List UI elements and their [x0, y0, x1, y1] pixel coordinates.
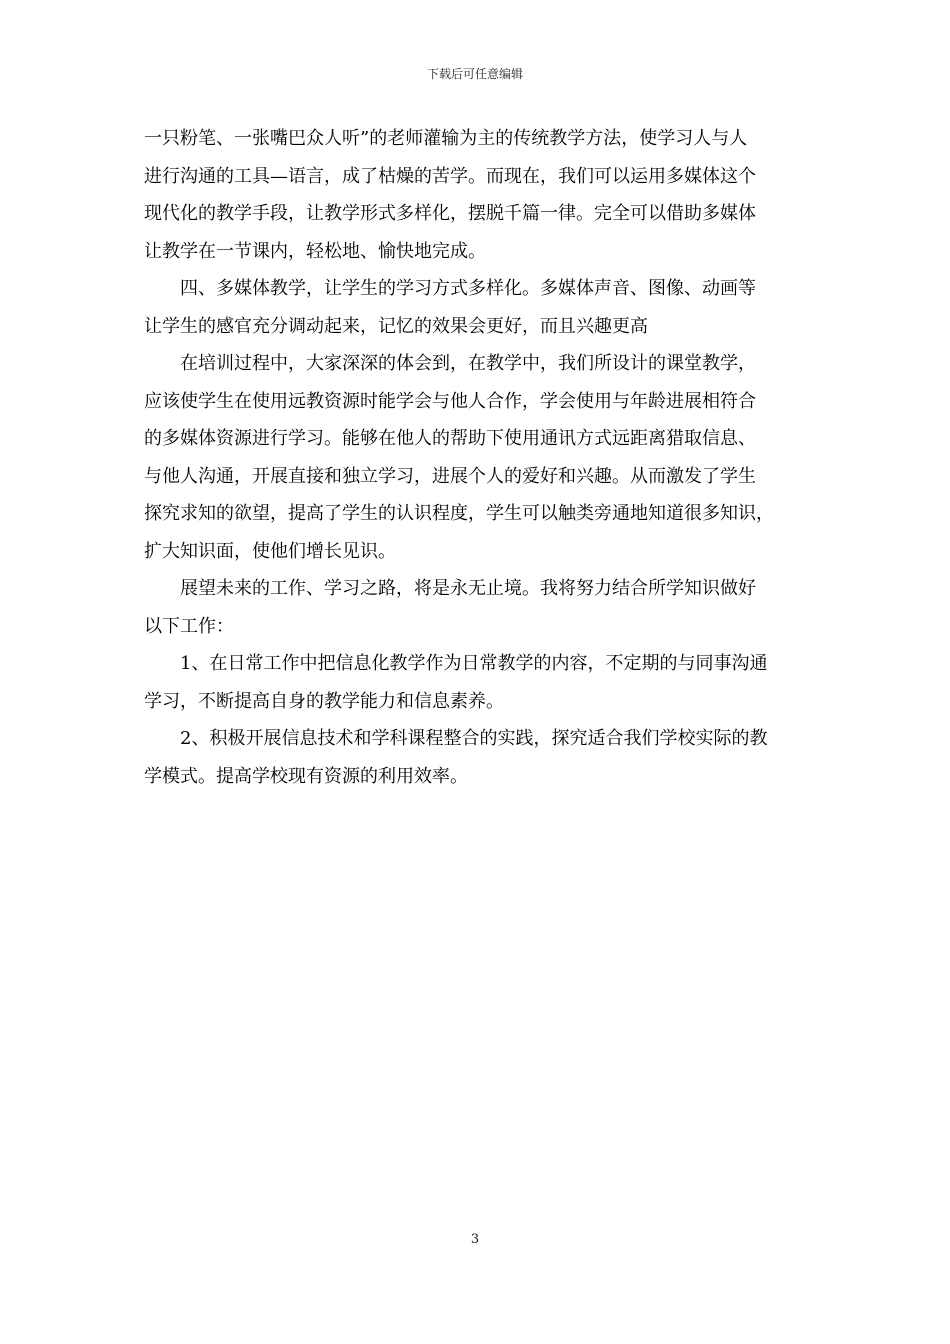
text-line: 学习，不断提高自身的教学能力和信息素养。 — [144, 690, 504, 712]
paragraph-point-four — [144, 270, 806, 345]
text-line: 展望未来的工作、学习之路，将是永无止境。我将努力结合所学知识做好 — [180, 578, 756, 599]
paragraph-outlook — [144, 570, 806, 645]
text-line: 与他人沟通，开展直接和独立学习，进展个人的爱好和兴趣。从而激发了学生 — [144, 465, 756, 487]
page-header: 下载后可任意编辑 — [426, 67, 523, 81]
text-line: 学模式。提高学校现有资源的利用效率。 — [144, 765, 468, 787]
text-line: 四、多媒体教学，让学生的学习方式多样化。多媒体声音、图像、动画等 — [180, 278, 756, 299]
text-line: 现代化的教学手段，让教学形式多样化，摆脱千篇一律。完全可以借助多媒体 — [144, 203, 756, 224]
text-line: 2、积极开展信息技术和学科课程整合的实践，探究适合我们学校实际的教 — [180, 728, 768, 749]
text-line: 让学生的感官充分调动起来，记忆的效果会更好，而且兴趣更高 — [144, 315, 648, 337]
text-line: 应该使学生在使用远教资源时能学会与他人合作，学会使用与年龄进展相符合 — [144, 390, 756, 412]
text-line: 一只粉笔、一张嘴巴众人听”的老师灌输为主的传统教学方法，使学习人与人 — [144, 128, 748, 149]
text-line: 以下工作： — [144, 615, 234, 637]
document-body — [144, 120, 806, 795]
page-number: 3 — [470, 1232, 480, 1247]
paragraph-item-2 — [144, 720, 806, 795]
text-line: 让教学在一节课内，轻松地、愉快地完成。 — [144, 240, 486, 262]
text-line: 扩大知识面，使他们增长见识。 — [144, 540, 396, 562]
paragraph-traditional-teaching — [144, 120, 806, 270]
text-line: 在培训过程中，大家深深的体会到，在教学中，我们所设计的课堂教学， — [180, 353, 756, 374]
paragraph-item-1 — [144, 645, 806, 720]
text-line: 探究求知的欲望，提高了学生的认识程度，学生可以触类旁通地知道很多知识， — [144, 503, 774, 524]
text-line: 1、在日常工作中把信息化教学作为日常教学的内容，不定期的与同事沟通 — [180, 653, 768, 674]
text-line: 的多媒体资源进行学习。能够在他人的帮助下使用通讯方式远距离猎取信息、 — [144, 428, 756, 449]
paragraph-training-experience — [144, 345, 806, 570]
text-line: 进行沟通的工具—语言，成了枯燥的苦学。而现在，我们可以运用多媒体这个 — [144, 165, 756, 187]
